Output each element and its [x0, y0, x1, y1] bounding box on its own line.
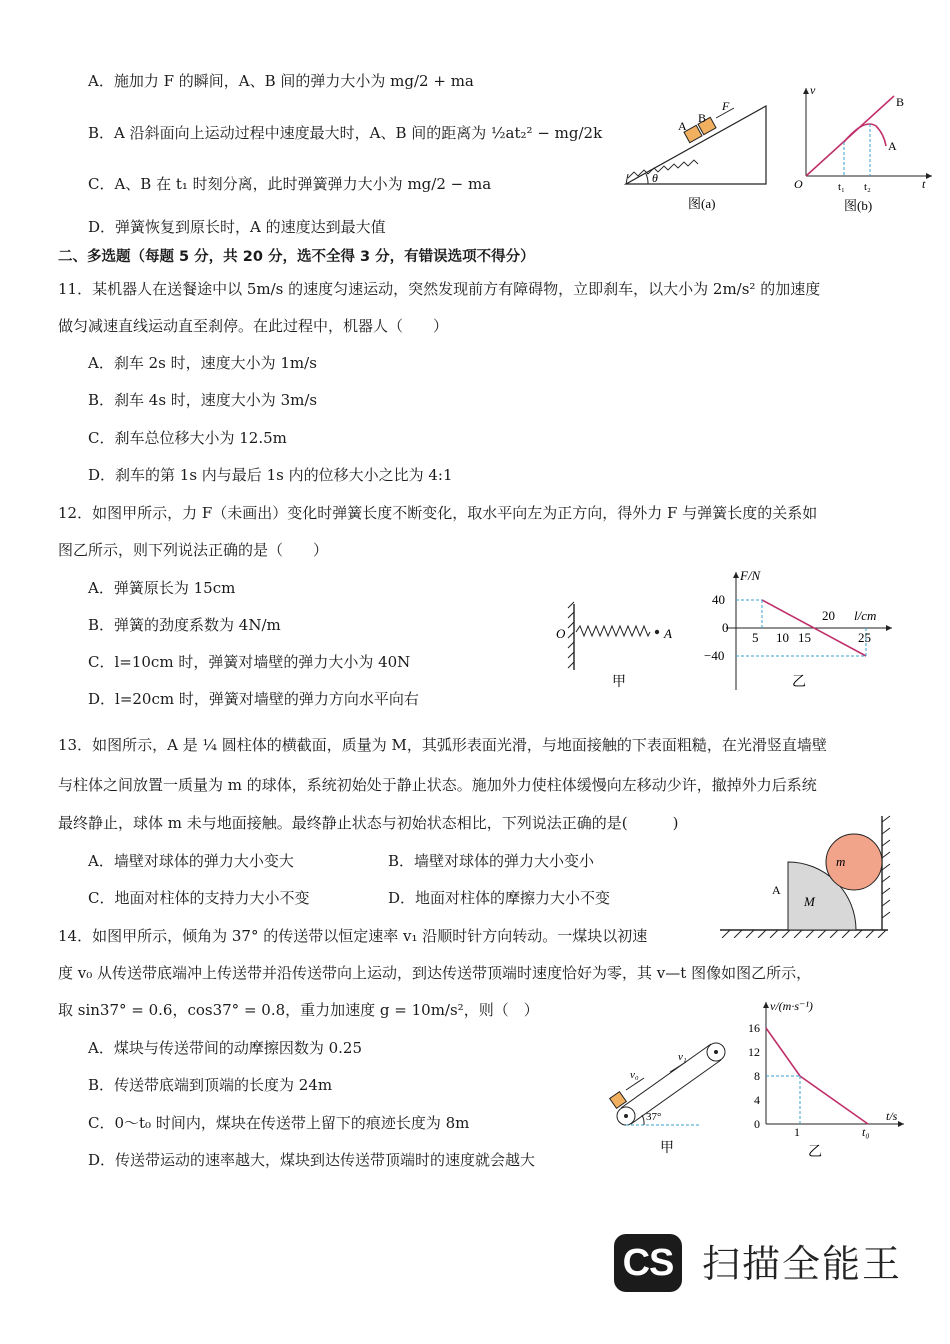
q10-option-a: A．施加力 F 的瞬间，A、B 间的弹力大小为 mg/2 + ma [88, 72, 474, 90]
fig-a-caption: 图(a) [688, 196, 716, 211]
q14-option-a: A．煤块与传送带间的动摩擦因数为 0.25 [88, 1039, 363, 1057]
q12-option-c: C．l=10cm 时，弹簧对墙壁的弹力大小为 40N [88, 653, 411, 671]
q14-option-d: D．传送带运动的速率越大，煤块到达传送带顶端时的速度就会越大 [88, 1151, 536, 1169]
fig-b-label-b: B [896, 95, 905, 109]
q12-option-d: D．l=20cm 时，弹簧对墙壁的弹力方向水平向右 [88, 690, 419, 708]
q11-option-a: A．刹车 2s 时，速度大小为 1m/s [88, 354, 317, 372]
q12-figure-spring [552, 598, 692, 694]
tick-x10: 10 [776, 630, 789, 645]
tick-y40: 40 [712, 592, 725, 607]
vt-xlabel: t/s [886, 1109, 898, 1123]
q10-figure-b [792, 84, 940, 216]
q13-stem-2: 与柱体之间放置一质量为 m 的球体，系统初始处于静止状态。施加外力使柱体缓慢向左移动少许，撤掉外力后系统 [58, 776, 817, 794]
tick-y4: 4 [754, 1093, 760, 1107]
fig-b-caption: 图(b) [844, 198, 873, 213]
q14-stem-1: 14．如图甲所示，倾角为 37° 的传送带以恒定速率 v₁ 沿顺时针方向转动。一煤块以初速 [58, 927, 648, 945]
vt-ylabel: v/(m·s⁻¹) [770, 999, 813, 1013]
q14-figure-chart [742, 996, 912, 1160]
q11-option-c: C．刹车总位移大小为 12.5m [88, 429, 287, 447]
q12-option-b: B．弹簧的劲度系数为 4N/m [88, 616, 281, 634]
tick-x25: 25 [858, 630, 871, 645]
q12-fig-yi: 乙 [792, 675, 806, 690]
fig-b-ylabel: v [810, 84, 816, 97]
q13-label-big-m: M [804, 894, 815, 909]
q13-option-c: C．地面对柱体的支持力大小不变 [88, 889, 310, 907]
q11-stem-1: 11．某机器人在送餐途中以 5m/s 的速度匀速运动，突然发现前方有障碍物，立即刹车，以大小为 2m/s² 的加速度 [58, 280, 821, 298]
spring-label-a: A [664, 626, 672, 641]
fig-b-t2: t₂ [864, 181, 871, 193]
tick-y8: 8 [754, 1069, 760, 1083]
q10-option-b: B．A 沿斜面向上运动过程中速度最大时，A、B 间的距离为 ½at₂² − mg/2k [88, 124, 603, 142]
q14-option-b: B．传送带底端到顶端的长度为 24m [88, 1076, 333, 1094]
tick-y0: 0 [722, 620, 729, 635]
tick-y16: 16 [748, 1021, 760, 1035]
q13-option-a: A．墙壁对球体的弹力大小变大 [88, 852, 294, 870]
q11-stem-2: 做匀减速直线运动直至刹停。在此过程中，机器人（ ） [58, 317, 449, 335]
q10-option-c: C．A、B 在 t₁ 时刻分离，此时弹簧弹力大小为 mg/2 − ma [88, 175, 492, 193]
fig-b-t1: t₁ [838, 181, 845, 193]
q13-stem-1: 13．如图所示，A 是 ¼ 圆柱体的横截面，质量为 M，其弧形表面光滑，与地面接触的下表面粗糙，在光滑竖直墙壁 [58, 736, 827, 754]
q13-stem-3: 最终静止，球体 m 未与地面接触。最终静止状态与初始状态相比，下列说法正确的是( ) [58, 814, 679, 832]
q12-option-a: A．弹簧原长为 15cm [88, 579, 236, 597]
q13-option-d: D．地面对柱体的摩擦力大小不变 [388, 889, 611, 907]
q13-label-a: A [772, 883, 781, 897]
q14-figure-conveyor [604, 1032, 738, 1160]
q13-label-small-m: m [836, 854, 846, 869]
tick-xt0: t₀ [862, 1125, 870, 1139]
tick-x1: 1 [794, 1125, 800, 1139]
q12-fig-jia: 甲 [612, 675, 626, 690]
tick-x15: 15 [798, 630, 811, 645]
fig-a-label-theta: θ [652, 171, 658, 185]
tick-x20: 20 [822, 608, 835, 623]
q12-stem-1: 12．如图甲所示，力 F（未画出）变化时弹簧长度不断变化，取水平向左为正方向，得外力 F 与弹簧长度的关系如 [58, 504, 818, 522]
camscanner-logo: CS [614, 1234, 682, 1292]
q12-figure-chart [702, 566, 898, 696]
q14-option-c: C．0～t₀ 时间内，煤块在传送带上留下的痕迹长度为 8m [88, 1114, 470, 1132]
label-angle: 37° [646, 1111, 662, 1123]
chart-ylabel: F/N [740, 568, 761, 583]
fig-b-label-a: A [888, 139, 897, 153]
q12-stem-2: 图乙所示，则下列说法正确的是（ ） [58, 541, 329, 559]
fig-b-xlabel: t [922, 177, 926, 191]
q14-fig-yi: 乙 [808, 1145, 822, 1160]
q11-option-b: B．刹车 4s 时，速度大小为 3m/s [88, 391, 318, 409]
q14-stem-2: 度 v₀ 从传送带底端冲上传送带并沿传送带向上运动，到达传送带顶端时速度恰好为零，其 v—t 图像如图乙所示， [58, 964, 812, 982]
label-v1: v₁ [678, 1051, 687, 1063]
q11-option-d: D．刹车的第 1s 内与最后 1s 内的位移大小之比为 4:1 [88, 466, 453, 484]
tick-x5: 5 [752, 630, 759, 645]
fig-a-label-b: B [698, 111, 707, 125]
label-v0: v₀ [630, 1069, 639, 1081]
q13-figure [716, 814, 906, 938]
q13-option-b: B．墙壁对球体的弹力大小变小 [388, 852, 595, 870]
section-2-heading: 二、多选题（每题 5 分，共 20 分，选不全得 3 分，有错误选项不得分） [58, 249, 535, 265]
tick-yn40: −40 [704, 648, 725, 663]
q10-option-d: D．弹簧恢复到原长时，A 的速度达到最大值 [88, 218, 386, 236]
camscanner-name: 扫描全能王 [702, 1242, 903, 1286]
fig-b-origin: O [794, 177, 803, 191]
spring-label-o: O [556, 626, 566, 641]
tick-y12: 12 [748, 1045, 760, 1059]
fig-a-label-f: F [722, 99, 730, 113]
q14-stem-3: 取 sin37° = 0.6，cos37° = 0.8，重力加速度 g = 10m/s²，则（ ） [58, 1001, 539, 1019]
tick-y0: 0 [754, 1117, 760, 1131]
q14-fig-jia: 甲 [660, 1141, 674, 1156]
chart-xlabel: l/cm [854, 608, 877, 623]
fig-a-label-a: A [678, 119, 687, 133]
q10-figure-a [618, 96, 783, 218]
